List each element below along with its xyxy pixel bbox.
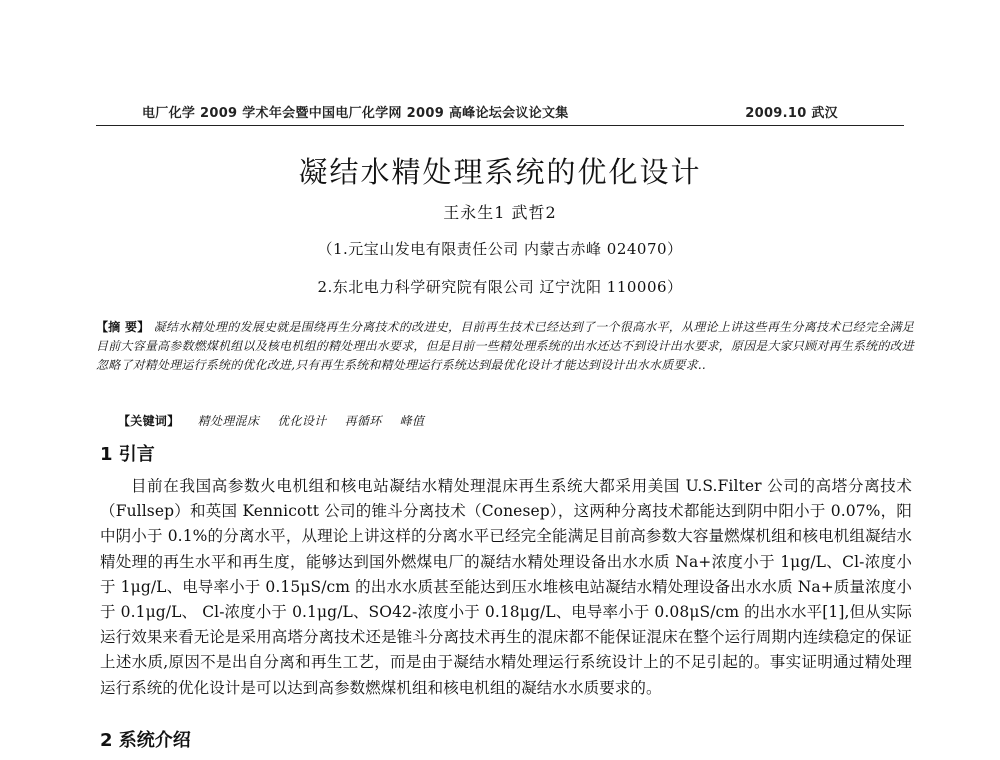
running-header bbox=[96, 102, 904, 126]
header-date-location: 2009.10 武汉 bbox=[745, 106, 838, 121]
keyword: 再循环 bbox=[344, 414, 382, 428]
keywords bbox=[118, 412, 424, 429]
section-heading-system: 2 系统介绍 bbox=[100, 730, 191, 751]
affiliation-2: 2.东北电力科学研究院有限公司 辽宁沈阳 110006） bbox=[317, 278, 683, 296]
keyword: 优化设计 bbox=[277, 414, 327, 428]
abstract bbox=[96, 318, 914, 375]
keywords-label: 【关键词】 bbox=[118, 414, 180, 428]
abstract-text: 凝结水精处理的发展史就是围绕再生分离技术的改进史，目前再生技术已经达到了一个很高水平，从理论上讲这些再生分离技术已经完全满足目前大容量高参数燃煤机组以及核电机组的精处理出水要求，但是目前一些精处理系统的出水还达不到设计出水要求，原因是大家只顾对再生系统的改进忽略了对精处理运行系统的优化改进,只有再生系统和精处理运行系统达到最优化设计才能达到设计出水水质要求.. bbox=[96, 320, 915, 372]
abstract-label: 【摘 要】 bbox=[96, 320, 150, 334]
keyword: 峰值 bbox=[399, 414, 425, 428]
affiliation-1: （1.元宝山发电有限责任公司 内蒙古赤峰 024070） bbox=[317, 240, 683, 258]
body-paragraph: 目前在我国高参数火电机组和核电站凝结水精处理混床再生系统大都采用美国 U.S.Filter 公司的高塔分离技术（Fullsep）和英国 Kennicott 公司的锥斗分离技术（Conesep），这两种分离技术都能达到阴中阳小于 0.07%，阳中阴小于 0.1%的分离水平，从理论上讲这样的分离水平已经完全能满足目前高参数大容量燃煤机组和核电机组凝结水精处理的再生水平和再生度，能够达到国外燃煤电厂的凝结水精处理设备出水水质 Na+浓度小于 1μg/L、Cl-浓度小于 1μg/L、电导率小于 0.15μS/cm 的出水水质甚至能达到压水堆核电站凝结水精处理设备出水水质 Na+质量浓度小于 0.1μg/L、 Cl-浓度小于 0.1μg/L、SO42-浓度小于 0.18μg/L、电导率小于 0.08μS/cm 的出水水平[1],但从实际运行效果来看无论是采用高塔分离技术还是锥斗分离技术再生的混床都不能保证混床在整个运行周期内连续稳定的保证上述水质,原因不是出自分离和再生工艺，而是由于凝结水精处理运行系统设计上的不足引起的。事实证明通过精处理运行系统的优化设计是可以达到高参数燃煤机组和核电机组的凝结水水质要求的。 bbox=[100, 477, 912, 697]
header-proceedings-title: 电厂化学 2009 学术年会暨中国电厂化学网 2009 高峰论坛会议论文集 bbox=[142, 106, 569, 121]
paper-title: 凝结水精处理系统的优化设计 bbox=[298, 155, 702, 189]
paper-authors: 王永生1 武哲2 bbox=[443, 203, 557, 222]
section-heading-introduction: 1 引言 bbox=[100, 444, 155, 465]
keyword: 精处理混床 bbox=[197, 414, 260, 428]
